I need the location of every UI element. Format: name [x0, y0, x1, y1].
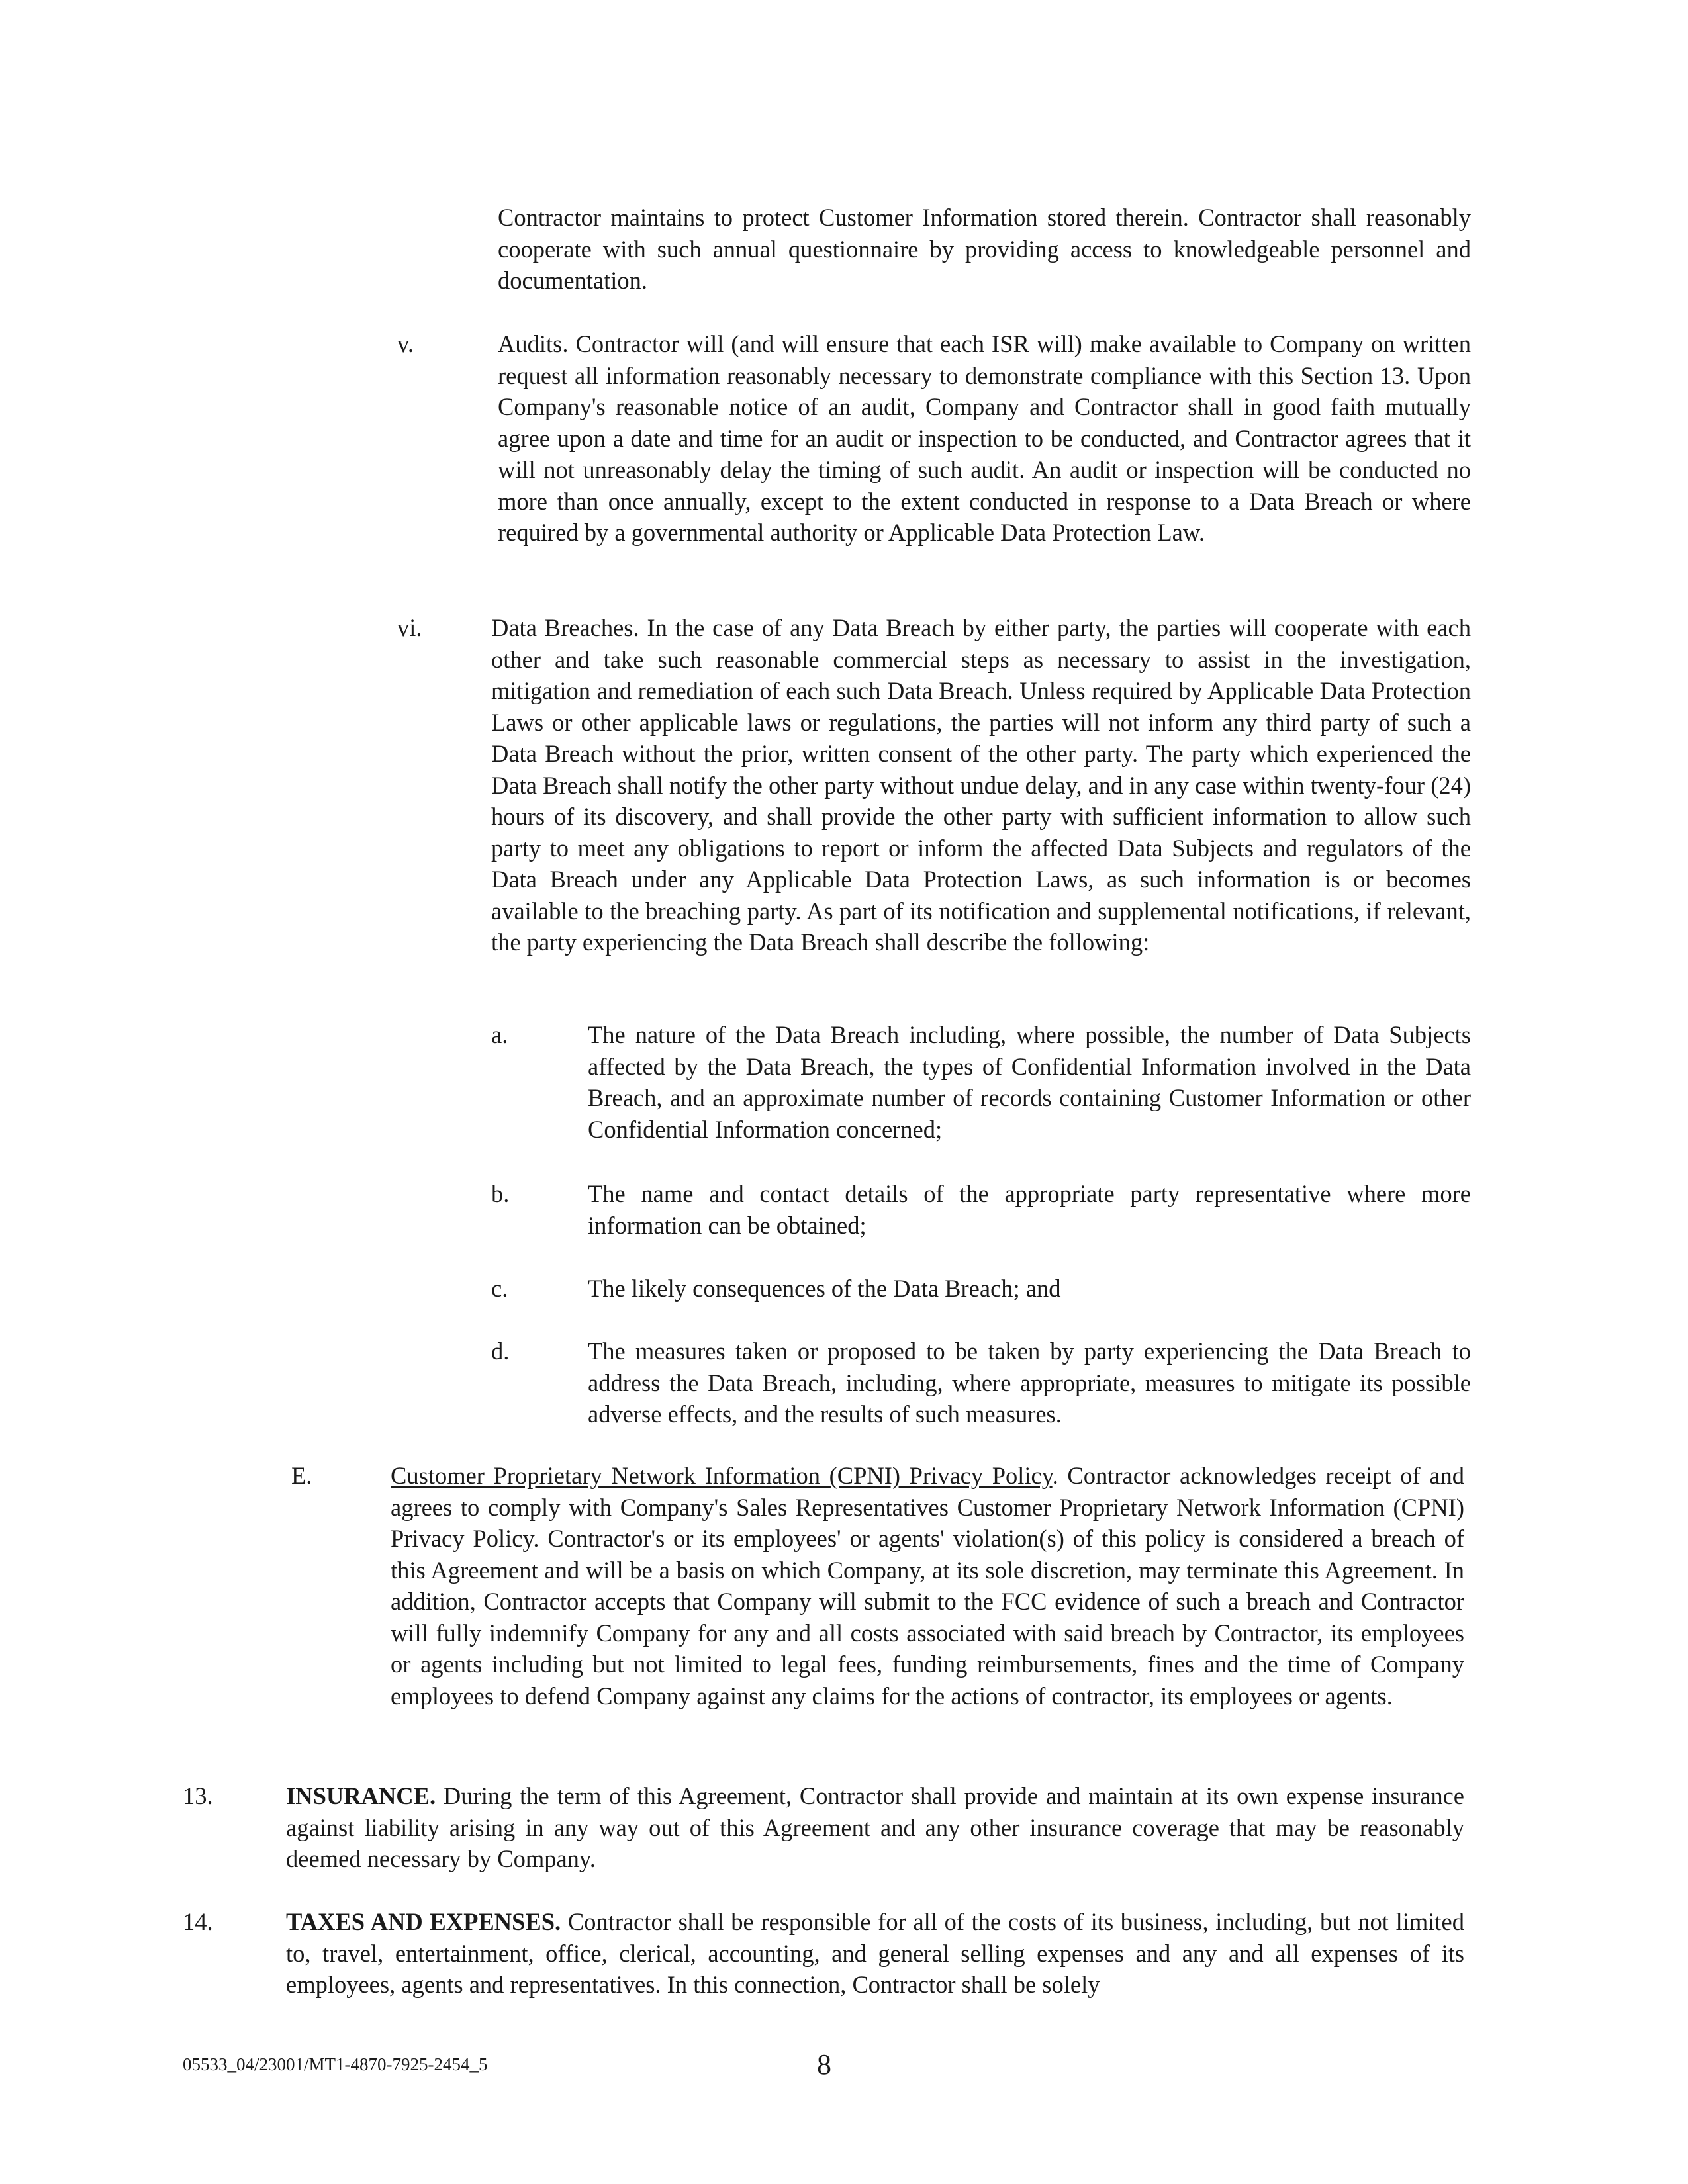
taxes-body: Contractor shall be responsible for all of the costs of its business, including, but not limited to, travel, entertainment, office, clerical, accounting, and general selling expenses and any and all expenses of its employees, agents and representatives. In this connection, Contractor shall be solely [286, 1908, 1464, 1998]
section-number-13: 13. [183, 1782, 213, 1809]
cpni-title: Customer Proprietary Network Information (CPNI) Privacy Policy [391, 1462, 1053, 1489]
subitem-marker-a: a. [491, 1021, 508, 1048]
data-breaches-paragraph: Data Breaches. In the case of any Data Breach by either party, the parties will cooperate with each other and take such reasonable commercial steps as necessary to assist in the investigation, mitigation and remediation of each such Data Breach. Unless required by Applicable Data Protection Laws or other applicable laws or regulations, the parties will not inform any third party of such a Data Breach without the prior, written consent of the other party. The party which experienced the Data Breach shall notify the other party without undue delay, and in any case within twenty-four (24) hours of its discovery, and shall provide the other party with sufficient information to allow such party to meet any obligations to report or inform the affected Data Subjects and regulators of the Data Breach under any Applicable Data Protection Laws, as such information is or becomes available to the breaching party. As part of its notification and supplemental notifications, if relevant, the party experiencing the Data Breach shall describe the following: [491, 614, 1471, 956]
audits-paragraph: Audits. Contractor will (and will ensure that each ISR will) make available to Company on written request all information reasonably necessary to demonstrate compliance with this Section 13. Upon Company's reasonable notice of an audit, Company and Contractor shall in good faith mutually agree upon a date and time for an audit or inspection to be conducted, and Contractor agrees that it will not unreasonably delay the timing of such audit. An audit or inspection will be conducted no more than once annually, except to the extent conducted in response to a Data Breach or where required by a governmental authority or Applicable Data Protection Law. [498, 330, 1471, 546]
insurance-body: During the term of this Agreement, Contractor shall provide and maintain at its own expense insurance against liability arising in any way out of this Agreement and any other insurance coverage that may be reasonably deemed necessary by Company. [286, 1782, 1464, 1872]
continuation-paragraph: Contractor maintains to protect Customer Information stored therein. Contractor shall reasonably cooperate with such annual questionnaire by providing access to knowledgeable personnel and documentation. [498, 204, 1471, 294]
footer-document-reference: 05533_04/23001/MT1-4870-7925-2454_5 [183, 2054, 488, 2074]
subitem-d-text: The measures taken or proposed to be taken by party experiencing the Data Breach to address the Data Breach, including, where appropriate, measures to mitigate its possible adverse effects, and the results of such measures. [588, 1338, 1471, 1428]
cpni-body: . Contractor acknowledges receipt of and agrees to comply with Company's Sales Representatives Customer Proprietary Network Information (CPNI) Privacy Policy. Contractor's or its employees' or agents' violation(s) of this policy is considered a breach of this Agreement and will be a basis on which Company, at its sole discretion, may terminate this Agreement. In addition, Contractor accepts that Company will submit to the FCC evidence of such a breach and Contractor will fully indemnify Company for any and all costs associated with said breach by Contractor, its employees or agents including but not limited to legal fees, funding reimbursements, fines and the time of Company employees to defend Company against any claims for the actions of contractor, its employees or agents. [391, 1462, 1464, 1709]
insurance-paragraph [286, 1780, 1464, 1875]
item-marker-vi: vi. [397, 614, 422, 641]
page-number: 8 [817, 2048, 831, 2081]
subitem-marker-d: d. [491, 1338, 510, 1365]
taxes-paragraph [286, 1906, 1464, 2001]
section-marker-e: E. [291, 1462, 312, 1489]
subitem-b-text: The name and contact details of the appropriate party representative where more information can be obtained; [588, 1180, 1471, 1239]
subitem-a-text: The nature of the Data Breach including, where possible, the number of Data Subjects affected by the Data Breach, the types of Confidential Information involved in the Data Breach, and an approximate number of records containing Customer Information or other Confidential Information concerned; [588, 1021, 1471, 1143]
taxes-heading: TAXES AND EXPENSES. [286, 1908, 561, 1935]
item-marker-v: v. [397, 330, 414, 357]
subitem-c-text: The likely consequences of the Data Breach; and [588, 1275, 1061, 1302]
subitem-marker-c: c. [491, 1275, 508, 1302]
insurance-heading: INSURANCE. [286, 1782, 436, 1809]
subitem-marker-b: b. [491, 1180, 510, 1207]
cpni-paragraph [391, 1460, 1464, 1711]
section-number-14: 14. [183, 1908, 213, 1935]
